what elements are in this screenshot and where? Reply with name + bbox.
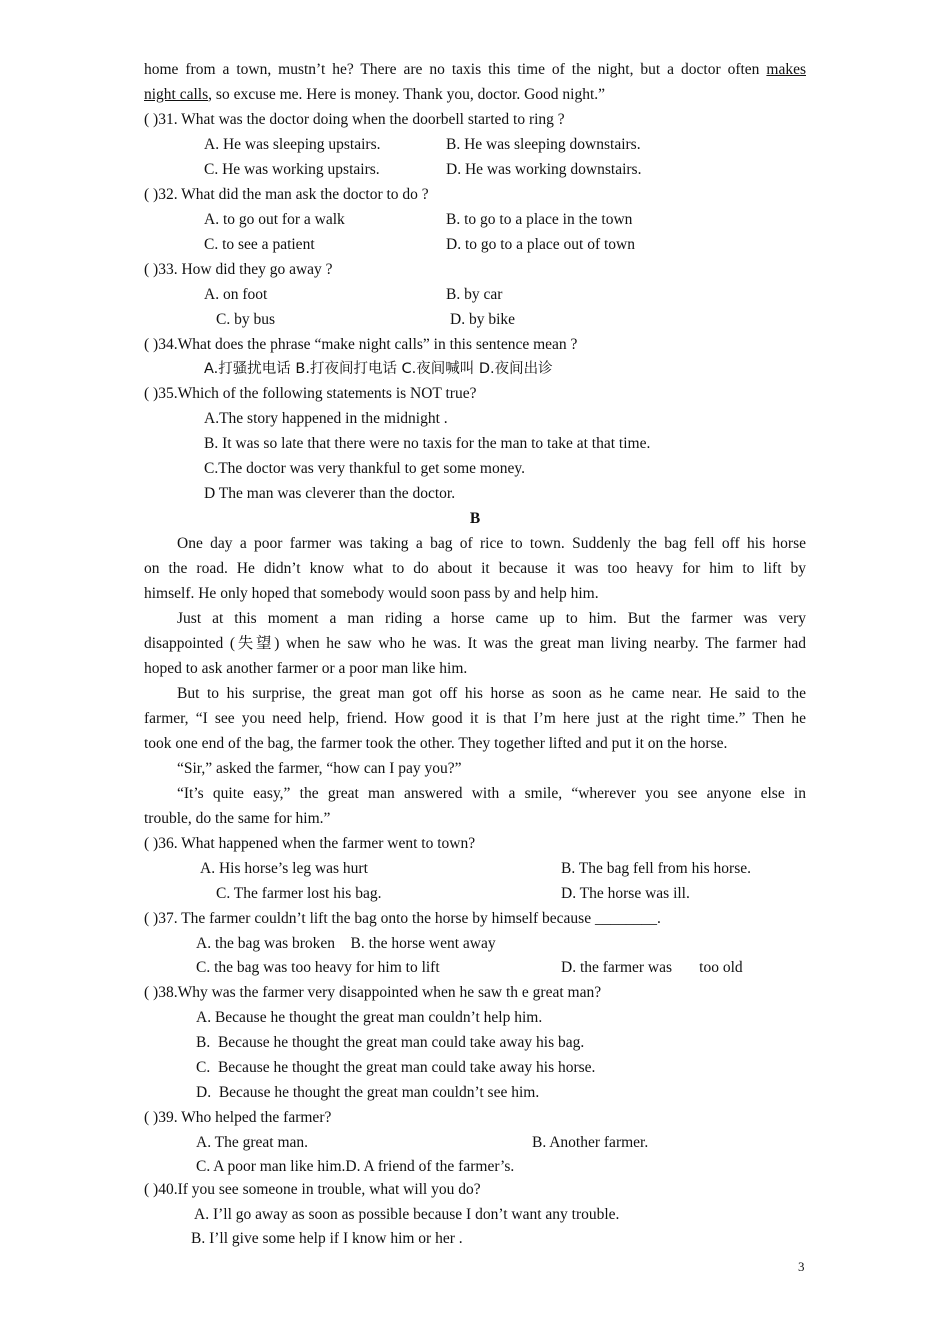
question-35-option-b: B. It was so late that there were no taxis for the man to take at that time. (204, 435, 651, 452)
question-40-stem: ( )40.If you see someone in trouble, what will you do? (144, 1181, 481, 1198)
question-38-stem: ( )38.Why was the farmer very disappointed when he saw th e great man? (144, 984, 602, 1001)
question-33-option-d: D. by bike (450, 311, 516, 328)
question-36-option-d: D. The horse was ill. (561, 885, 690, 902)
passage-b-p2-line-1: Just at this moment a man riding a horse came up to him. But the farmer was very (177, 610, 806, 627)
passage-b-p3-line-1: But to his surprise, the great man got off his horse as soon as he came near. He said to the (177, 685, 806, 702)
question-35-option-a: A.The story happened in the midnight . (204, 410, 448, 427)
question-39-options-cd: C. A poor man like him.D. A friend of the farmer’s. (196, 1158, 515, 1175)
question-40-option-b: B. I’ll give some help if I know him or her . (191, 1230, 463, 1247)
question-33-option-a: A. on foot (204, 286, 268, 303)
passage-b-p3-line-2: farmer, “I see you need help, friend. How good it is that I’m here just at the right time.” Then he (144, 710, 806, 727)
question-31-option-a: A. He was sleeping upstairs. (204, 136, 381, 153)
question-32-option-c: C. to see a patient (204, 236, 315, 253)
passage-a-line-2: night calls, so excuse me. Here is money. Thank you, doctor. Good night.” (144, 86, 606, 103)
passage-b-p4-line-1: “Sir,” asked the farmer, “how can I pay you?” (177, 760, 462, 777)
passage-b-p5-line-2: trouble, do the same for him.” (144, 810, 331, 827)
question-31-stem: ( )31. What was the doctor doing when the doorbell started to ring ? (144, 111, 565, 128)
question-32-option-a: A. to go out for a walk (204, 211, 345, 228)
passage-b-p3-line-3: took one end of the bag, the farmer took the other. They together lifted and put it on the horse. (144, 735, 728, 752)
question-31-option-b: B. He was sleeping downstairs. (446, 136, 641, 153)
question-31-option-c: C. He was working upstairs. (204, 161, 380, 178)
question-33-stem: ( )33. How did they go away ? (144, 261, 333, 278)
question-34-stem: ( )34.What does the phrase “make night calls” in this sentence mean ? (144, 336, 578, 353)
page-number: 3 (798, 1259, 805, 1274)
passage-b-p2-line-3: hoped to ask another farmer or a poor man like him. (144, 660, 468, 677)
question-39-stem: ( )39. Who helped the farmer? (144, 1109, 332, 1126)
question-36-option-b: B. The bag fell from his horse. (561, 860, 751, 877)
question-35-option-d: D The man was cleverer than the doctor. (204, 485, 456, 502)
question-38-option-a: A. Because he thought the great man couldn’t help him. (196, 1009, 543, 1026)
question-37-option-c: C. the bag was too heavy for him to lift (196, 959, 440, 976)
underlined-phrase-part: makes (766, 61, 806, 78)
question-33-option-b: B. by car (446, 286, 503, 303)
passage-b-p2-line-2: disappointed (失望) when he saw who he was. It was the great man living nearby. The farmer had (144, 635, 806, 652)
question-37-options-ab: A. the bag was broken B. the horse went away (196, 935, 496, 952)
question-37-option-d: D. the farmer was too old (561, 959, 743, 976)
question-39-option-a: A. The great man. (196, 1134, 309, 1151)
question-37-stem: ( )37. The farmer couldn’t lift the bag onto the horse by himself because ________. (144, 910, 661, 927)
question-33-option-c: C. by bus (216, 311, 275, 328)
question-36-option-c: C. The farmer lost his bag. (216, 885, 382, 902)
question-35-option-c: C.The doctor was very thankful to get some money. (204, 460, 525, 477)
underlined-phrase-part: night calls (144, 86, 209, 103)
question-34-options: A.打骚扰电话 B.打夜间打电话 C.夜间喊叫 D.夜间出诊 (204, 361, 553, 377)
section-b-title: B (469, 510, 481, 527)
question-31-option-d: D. He was working downstairs. (446, 161, 642, 178)
question-32-option-b: B. to go to a place in the town (446, 211, 633, 228)
passage-a-line-1: home from a town, mustn’t he? There are no taxis this time of the night, but a doctor often makes (144, 61, 806, 78)
question-35-stem: ( )35.Which of the following statements is NOT true? (144, 385, 477, 402)
question-40-option-a: A. I’ll go away as soon as possible because I don’t want any trouble. (194, 1206, 620, 1223)
question-38-option-c: C. Because he thought the great man could take away his horse. (196, 1059, 596, 1076)
question-32-option-d: D. to go to a place out of town (446, 236, 635, 253)
question-38-option-b: B. Because he thought the great man could take away his bag. (196, 1034, 585, 1051)
passage-b-p1-line-3: himself. He only hoped that somebody would soon pass by and help him. (144, 585, 599, 602)
question-36-stem: ( )36. What happened when the farmer went to town? (144, 835, 476, 852)
passage-b-p1-line-1: One day a poor farmer was taking a bag of rice to town. Suddenly the bag fell off his horse (177, 535, 806, 552)
question-39-option-b: B. Another farmer. (532, 1134, 649, 1151)
question-38-option-d: D. Because he thought the great man couldn’t see him. (196, 1084, 540, 1101)
question-36-option-a: A. His horse’s leg was hurt (200, 860, 368, 877)
passage-b-p1-line-2: on the road. He didn’t know what to do about it because it was too heavy for him to lift by (144, 560, 806, 577)
question-32-stem: ( )32. What did the man ask the doctor to do ? (144, 186, 429, 203)
passage-b-p5-line-1: “It’s quite easy,” the great man answered with a smile, “wherever you see anyone else in (177, 785, 806, 802)
